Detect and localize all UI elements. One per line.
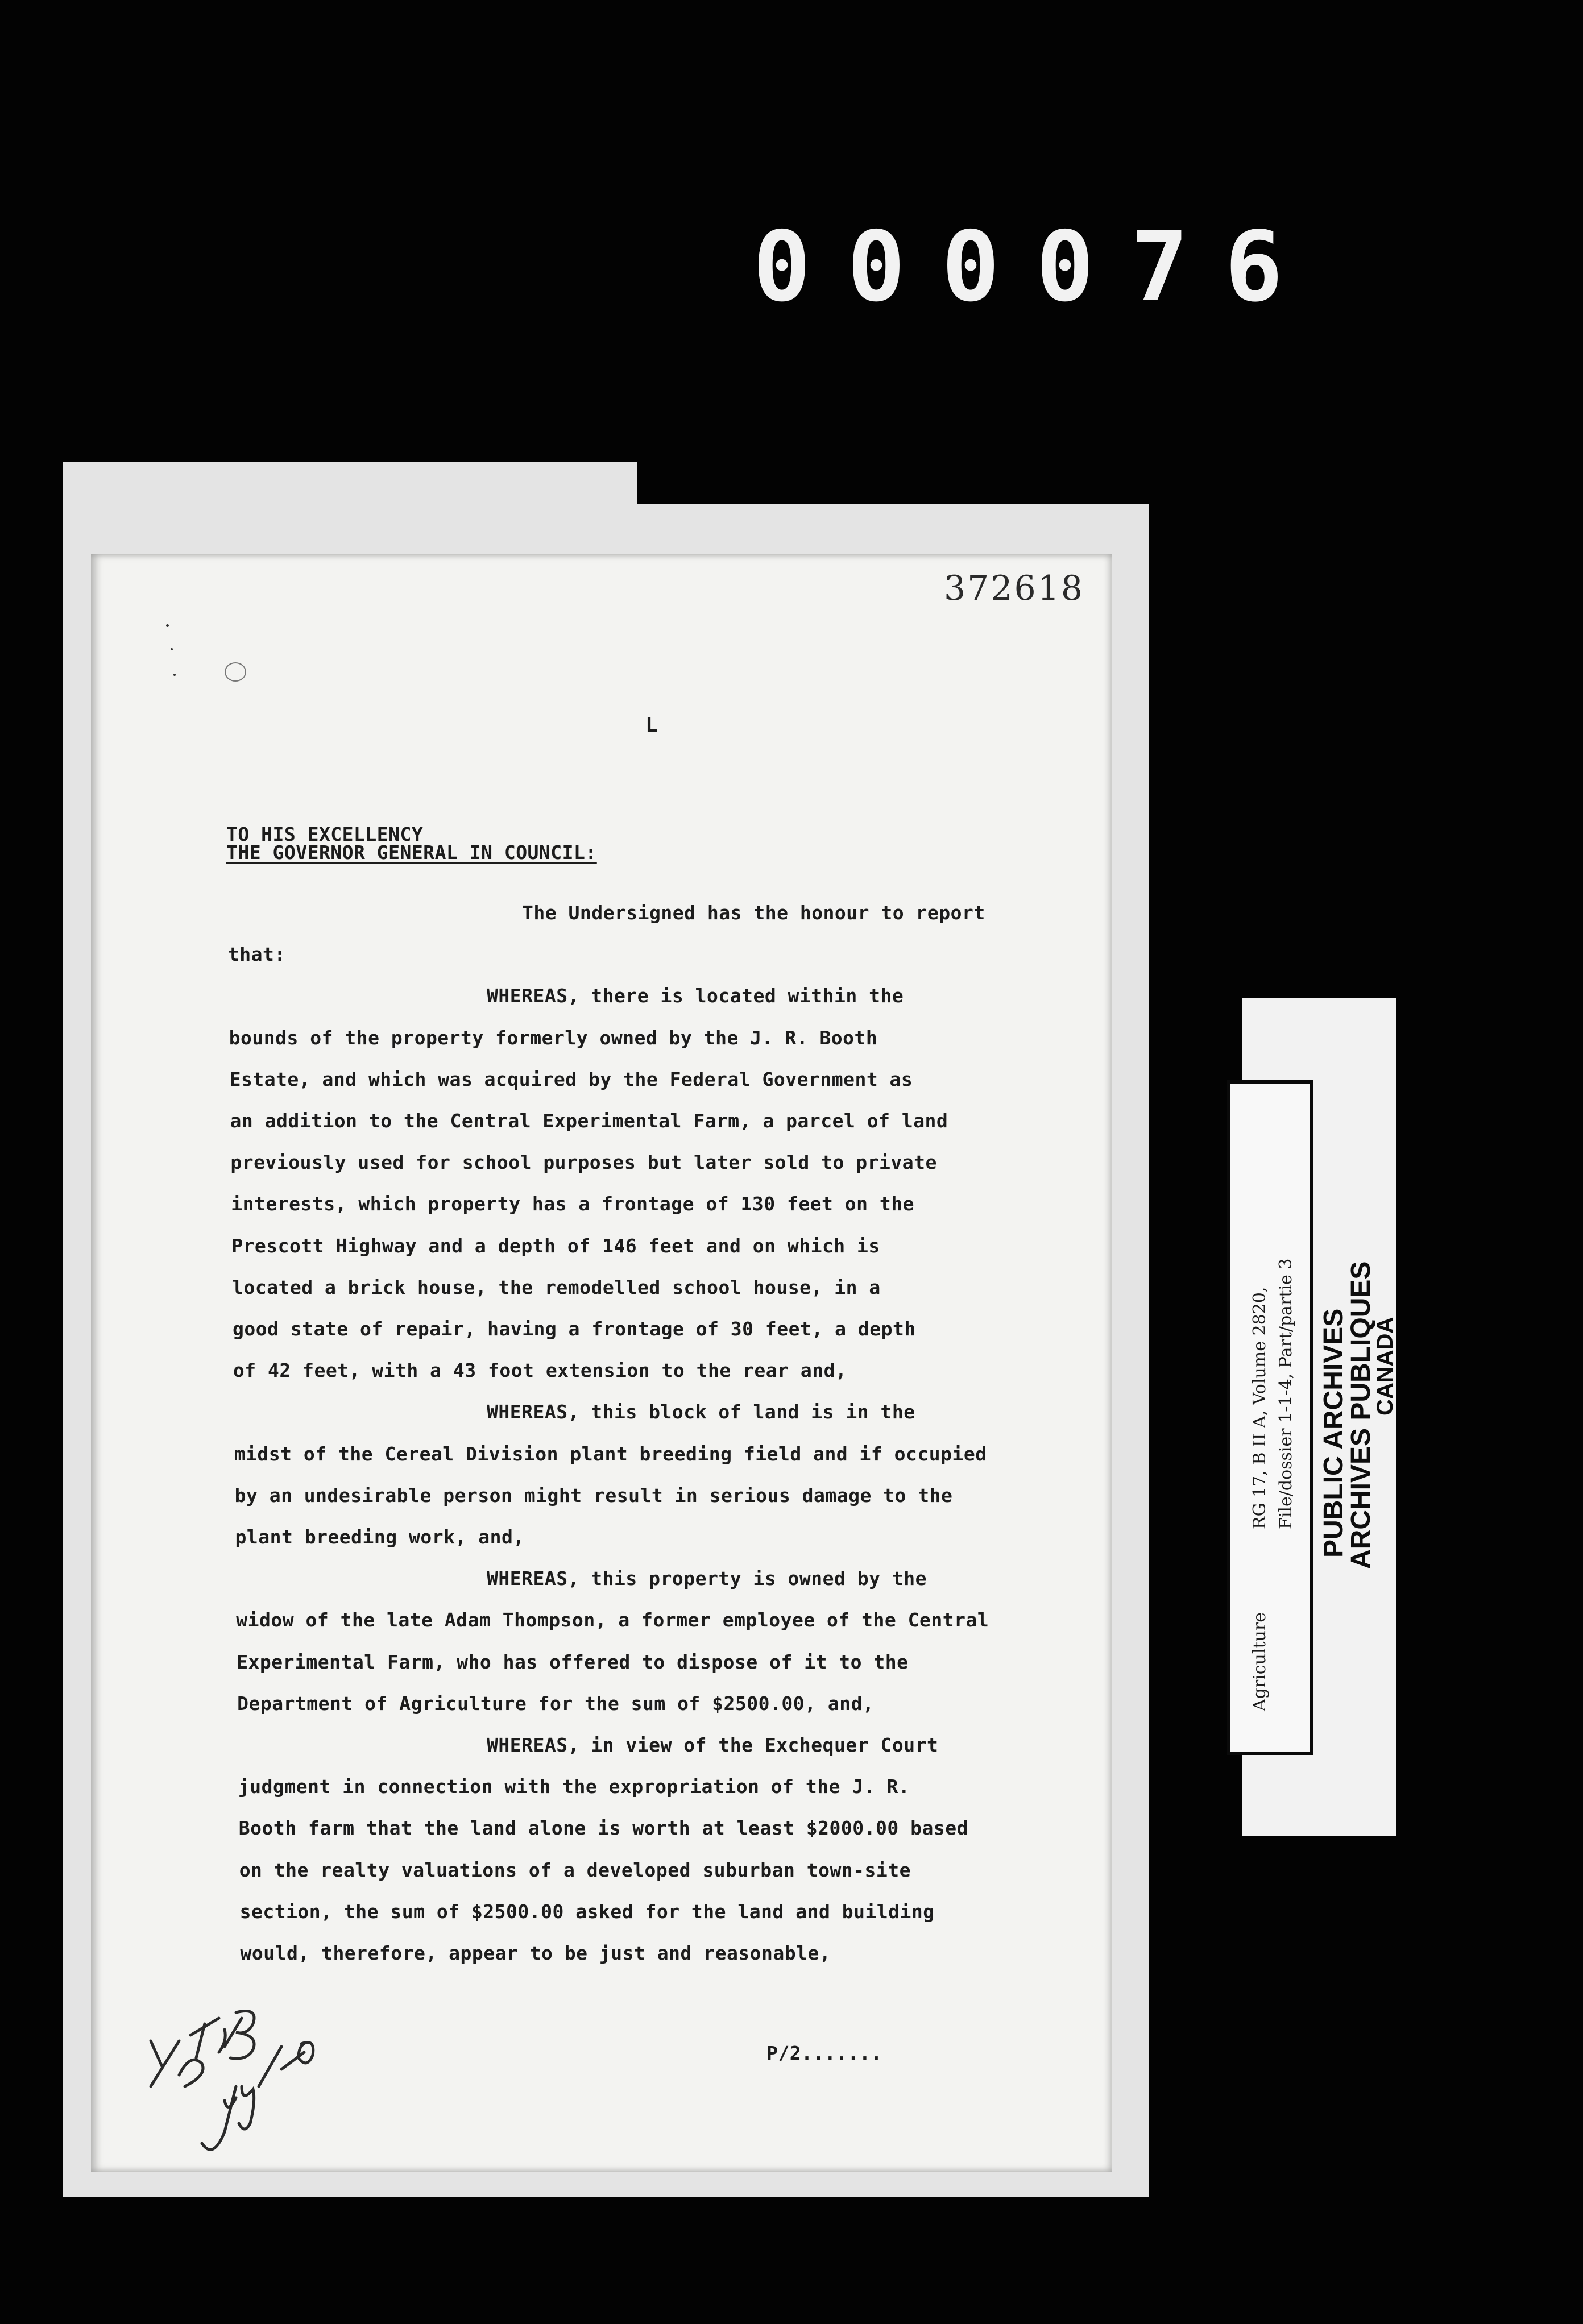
page-mark (225, 662, 246, 682)
body-line: previously used for school purposes but later sold to private (230, 1151, 937, 1174)
continuation-marker: P/2....... (766, 2042, 882, 2064)
body-line: WHEREAS, this property is owned by the (487, 1567, 927, 1590)
archive-name-en: PUBLIC ARCHIVES (1319, 1308, 1349, 1558)
body-line: Estate, and which was acquired by the Federal Government as (229, 1068, 913, 1090)
frame-number (745, 211, 1291, 323)
frame-digit: 0 (752, 211, 811, 323)
body-line: bounds of the property formerly owned by the J. R. Booth (229, 1026, 878, 1049)
body-line: by an undesirable person might result in serious damage to the (234, 1484, 953, 1507)
body-line: WHEREAS, there is located within the (487, 985, 904, 1007)
frame-digit: 0 (941, 211, 1000, 323)
body-line: Experimental Farm, who has offered to dispose of it to the (237, 1650, 909, 1673)
body-line: would, therefore, appear to be just and reasonable, (240, 1942, 831, 1964)
backing-sheet-notch (637, 462, 1149, 504)
body-line: located a brick house, the remodelled school house, in a (232, 1276, 881, 1298)
page-mark (173, 674, 176, 676)
addressee-line: TO HIS EXCELLENCY (226, 823, 424, 845)
body-line: section, the sum of $2500.00 asked for the land and building (239, 1900, 935, 1923)
body-line: on the realty valuations of a developed suburban town-site (239, 1858, 911, 1881)
body-line: of 42 feet, with a 43 foot extension to the rear and, (233, 1359, 847, 1382)
frame-digit: 0 (1035, 211, 1095, 323)
handwritten-note-ink (139, 2001, 327, 2183)
body-line: widow of the late Adam Thompson, a former employee of the Central (236, 1609, 989, 1632)
handwritten-note (139, 2001, 327, 2183)
body-line: that: (227, 943, 286, 966)
page-mark (166, 624, 169, 627)
body-line: interests, which property has a frontage of 130 feet on the (231, 1193, 914, 1215)
archive-country: CANADA (1373, 1317, 1398, 1416)
page-mark (171, 648, 173, 650)
body-line: Department of Agriculture for the sum of $2500.00, and, (237, 1692, 875, 1715)
body-line: WHEREAS, this block of land is in the (487, 1401, 915, 1424)
body-line: midst of the Cereal Division plant breeding field and if occupied (234, 1442, 987, 1465)
frame-digit: 7 (1130, 211, 1189, 323)
body-line: good state of repair, having a frontage of 30 feet, a depth (233, 1318, 916, 1340)
body-line: Booth farm that the land alone is worth at least $2000.00 based (238, 1817, 968, 1840)
archive-subject: Agriculture (1250, 1612, 1270, 1711)
archive-name-fr: ARCHIVES PUBLIQUES (1346, 1261, 1376, 1569)
archive-reference-box (1227, 1080, 1313, 1755)
body-line: The Undersigned has the honour to report (522, 902, 985, 924)
addressee-line: THE GOVERNOR GENERAL IN COUNCIL: (226, 841, 597, 864)
body-line: Prescott Highway and a depth of 146 feet and on which is (231, 1234, 880, 1257)
archive-reference: File/dossier 1-1-4, Part/partie 3 (1276, 1258, 1296, 1529)
body-line: judgment in connection with the expropriation of the J. R. (238, 1775, 910, 1798)
page-letter: L (645, 713, 658, 737)
document-number: 372618 (944, 568, 1085, 608)
body-line: plant breeding work, and, (235, 1526, 525, 1548)
frame-digit: 0 (847, 211, 906, 323)
archive-reference: RG 17, B II A, Volume 2820, (1250, 1287, 1270, 1529)
body-line: WHEREAS, in view of the Exchequer Court (487, 1734, 939, 1756)
frame-digit: 6 (1224, 211, 1283, 323)
body-line: an addition to the Central Experimental Farm, a parcel of land (230, 1110, 948, 1132)
